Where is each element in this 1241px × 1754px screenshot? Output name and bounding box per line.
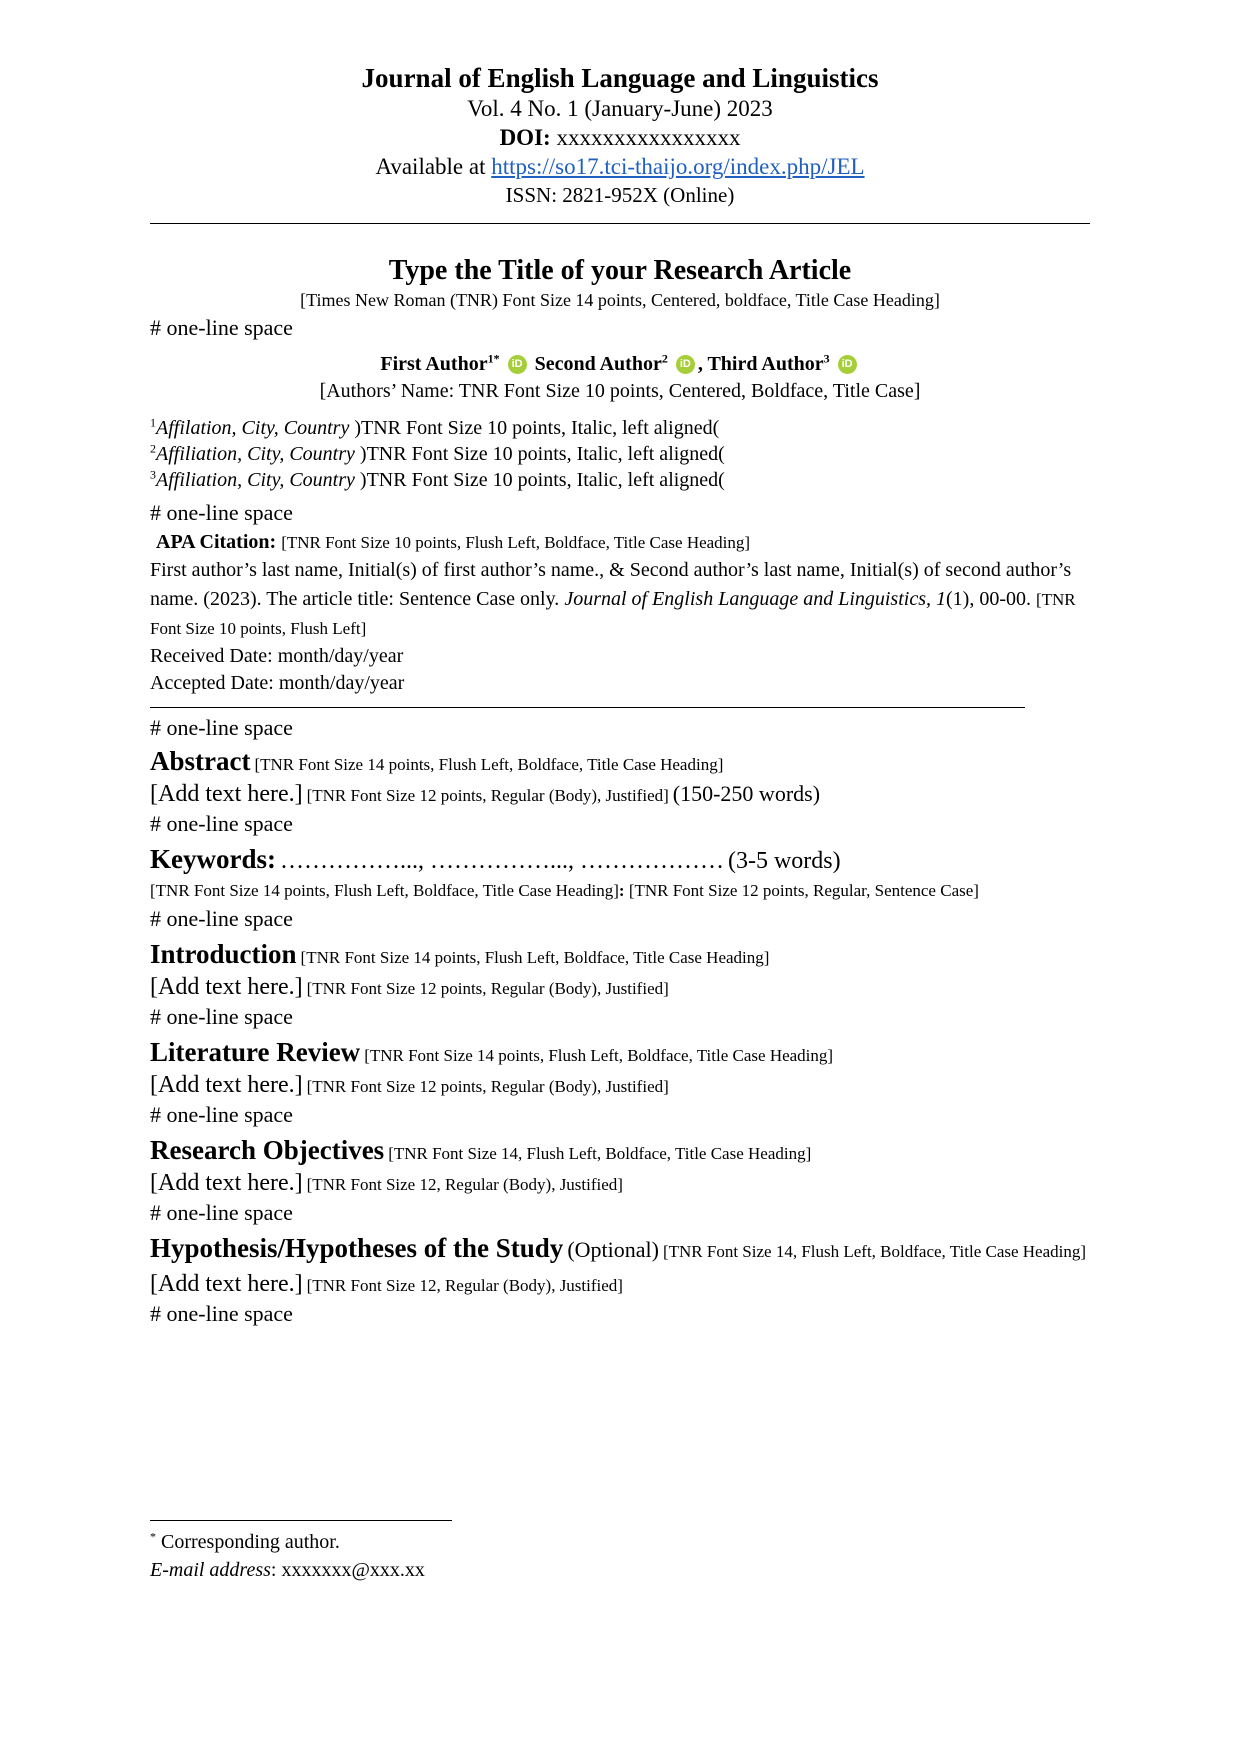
abstract-note: [TNR Font Size 14 points, Flush Left, Boldface, Title Case Heading] <box>254 755 724 774</box>
literature-heading-line <box>150 1035 1090 1069</box>
availability-line <box>150 152 1090 181</box>
citation-journal: Journal of English Language and Linguistics, 1 <box>564 588 946 610</box>
abstract-heading-line <box>150 744 1090 778</box>
abstract-body <box>150 778 1090 810</box>
spacer-line: # one-line space <box>150 500 293 525</box>
abstract-heading: Abstract <box>150 746 251 776</box>
doi-label: DOI: <box>499 125 551 150</box>
literature-heading: Literature Review <box>150 1037 361 1067</box>
orcid-icon[interactable]: iD <box>508 355 527 374</box>
available-prefix: Available at <box>375 154 486 179</box>
affiliation-line <box>150 415 1090 441</box>
affiliation-superscript: 3 <box>150 467 156 482</box>
literature-body <box>150 1069 1090 1101</box>
authors-format-note: [Authors’ Name: TNR Font Size 10 points, Centered, Boldface, Title Case] <box>319 380 921 402</box>
orcid-icon[interactable]: iD <box>838 355 857 374</box>
author-superscript: 3 <box>823 351 830 366</box>
author-name: Third Author <box>707 353 824 375</box>
spacer-line: # one-line space <box>150 811 293 836</box>
keywords-line <box>150 842 1090 877</box>
issn-line: ISSN: 2821-952X (Online) <box>505 183 735 207</box>
journal-title: Journal of English Language and Linguistics <box>361 63 879 93</box>
keywords-heading: Keywords: <box>150 844 276 874</box>
article-title: Type the Title of your Research Article <box>388 255 852 286</box>
citation-text: First author’s last name, Initial(s) of first author’s name., & Second author’s last name, Initial(s) of second author’s name. (2023). The article title: Sentence Case only. <box>150 559 1072 610</box>
doi-line <box>150 123 1090 152</box>
spacer-line: # one-line space <box>150 1301 293 1326</box>
hypothesis-note: [TNR Font Size 14, Flush Left, Boldface, Title Case Heading] <box>662 1242 1087 1261</box>
literature-note: [TNR Font Size 14 points, Flush Left, Boldface, Title Case Heading] <box>364 1046 834 1065</box>
author-separator: , <box>697 353 703 375</box>
affiliation-text: Affiliation, City, Country <box>156 469 355 491</box>
word-count-note: (150-250 words) <box>672 781 821 806</box>
footnote-divider <box>150 1520 452 1521</box>
citation-issue: (1), 00-00. <box>946 588 1031 610</box>
keywords-colon: : <box>618 881 625 900</box>
add-text-placeholder: [Add text here.] <box>150 1271 303 1297</box>
keywords-dots: ……………..., ……………..., ……………… <box>279 848 724 874</box>
journal-header <box>150 62 1090 209</box>
affiliation-line <box>150 467 1090 493</box>
objectives-heading-line <box>150 1133 1090 1167</box>
orcid-icon[interactable]: iD <box>676 355 695 374</box>
apa-note: [TNR Font Size 10 points, Flush Left, Boldface, Title Case Heading] <box>281 533 751 552</box>
hypothesis-body <box>150 1268 1090 1300</box>
spacer-line: # one-line space <box>150 906 293 931</box>
hypothesis-heading-line <box>150 1231 1090 1268</box>
add-text-placeholder: [Add text here.] <box>150 974 303 1000</box>
author-name: First Author <box>380 353 488 375</box>
affiliation-superscript: 1 <box>150 415 156 430</box>
hypothesis-heading: Hypothesis/Hypotheses of the Study <box>150 1233 564 1263</box>
body-format-note: [TNR Font Size 12, Regular (Body), Justified] <box>306 1175 623 1194</box>
affiliation-text: Affiliation, City, Country <box>156 443 355 465</box>
spacer-line: # one-line space <box>150 1102 293 1127</box>
volume-line: Vol. 4 No. 1 (January-June) 2023 <box>467 96 773 121</box>
author-superscript: 1* <box>487 351 500 366</box>
add-text-placeholder: [Add text here.] <box>150 781 303 807</box>
email-value: : xxxxxxx@xxx.xx <box>270 1559 425 1581</box>
keywords-format-note <box>150 877 1090 905</box>
affiliation-note: )TNR Font Size 10 points, Italic, left aligned( <box>359 443 725 465</box>
spacer-line: # one-line space <box>150 315 293 340</box>
introduction-body <box>150 971 1090 1003</box>
page-content <box>150 62 1090 1328</box>
affiliation-note: )TNR Font Size 10 points, Italic, left aligned( <box>359 469 725 491</box>
body-format-note: [TNR Font Size 12 points, Regular (Body), Justified] <box>306 979 669 998</box>
accepted-date: Accepted Date: month/day/year <box>150 672 405 694</box>
objectives-heading: Research Objectives <box>150 1135 385 1165</box>
author-name: Second Author <box>534 353 662 375</box>
apa-citation-heading <box>150 529 1090 556</box>
email-line <box>150 1556 750 1584</box>
add-text-placeholder: [Add text here.] <box>150 1170 303 1196</box>
section-divider <box>150 707 1025 708</box>
keywords-note-b: [TNR Font Size 12 points, Regular, Sentence Case] <box>628 881 979 900</box>
footnotes <box>150 1528 750 1584</box>
received-date: Received Date: month/day/year <box>150 645 404 667</box>
email-label: E-mail address <box>150 1559 271 1581</box>
title-format-note: [Times New Roman (TNR) Font Size 14 points, Centered, boldface, Title Case Heading] <box>300 290 940 310</box>
introduction-heading: Introduction <box>150 939 297 969</box>
body-format-note: [TNR Font Size 12 points, Regular (Body), Justified] <box>306 1077 669 1096</box>
spacer-line: # one-line space <box>150 715 293 740</box>
corresponding-text: Corresponding author. <box>161 1531 340 1553</box>
citation-note: [TNR Font Size 10 points, Flush Left] <box>150 590 1076 638</box>
keywords-count: (3-5 words) <box>727 848 841 874</box>
footnote-marker: * <box>150 1529 156 1544</box>
keywords-note-a: [TNR Font Size 14 points, Flush Left, Boldface, Title Case Heading] <box>150 881 619 900</box>
corresponding-author-note <box>150 1528 750 1556</box>
affiliation-superscript: 2 <box>150 441 156 456</box>
citation-paragraph <box>150 556 1090 643</box>
author-superscript: 2 <box>661 351 668 366</box>
introduction-heading-line <box>150 937 1090 971</box>
objectives-note: [TNR Font Size 14, Flush Left, Boldface, Title Case Heading] <box>388 1144 812 1163</box>
affiliations <box>150 415 1090 493</box>
journal-url-link[interactable]: https://so17.tci-thaijo.org/index.php/JEL <box>491 154 865 179</box>
spacer-line: # one-line space <box>150 1200 293 1225</box>
spacer-line: # one-line space <box>150 1004 293 1029</box>
header-divider <box>150 223 1090 224</box>
add-text-placeholder: [Add text here.] <box>150 1072 303 1098</box>
affiliation-note: )TNR Font Size 10 points, Italic, left aligned( <box>354 417 720 439</box>
doi-value: xxxxxxxxxxxxxxxx <box>556 125 741 150</box>
author-list <box>150 350 1090 378</box>
apa-label: APA Citation: <box>156 531 277 553</box>
hypothesis-optional: (Optional) <box>567 1237 659 1262</box>
body-format-note: [TNR Font Size 12, Regular (Body), Justified] <box>306 1276 623 1295</box>
objectives-body <box>150 1167 1090 1199</box>
introduction-note: [TNR Font Size 14 points, Flush Left, Boldface, Title Case Heading] <box>300 948 770 967</box>
affiliation-text: Affilation, City, Country <box>156 417 350 439</box>
body-format-note: [TNR Font Size 12 points, Regular (Body), Justified] <box>306 786 669 805</box>
affiliation-line <box>150 441 1090 467</box>
